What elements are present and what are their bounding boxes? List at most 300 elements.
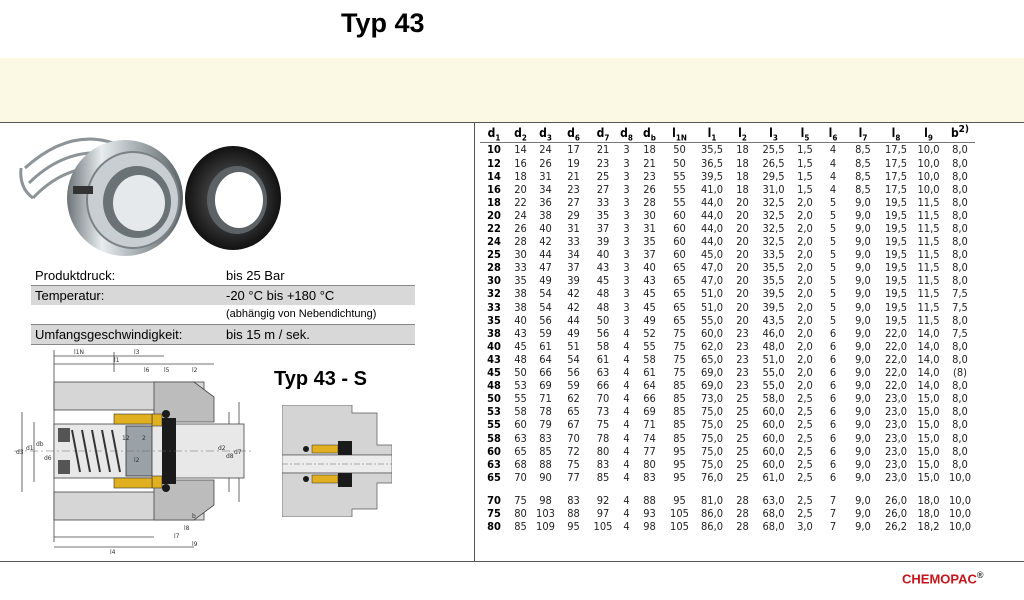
table-cell: 65 xyxy=(673,274,686,288)
table-cell: 9,0 xyxy=(855,208,871,222)
table-cell: 80 xyxy=(596,444,610,458)
table-cell: 4 xyxy=(623,392,630,406)
table-cell: 26,2 xyxy=(884,520,908,534)
table-cell: 26,0 xyxy=(884,493,908,507)
table-cell: 19,5 xyxy=(884,195,908,209)
table-cell: 2,0 xyxy=(797,352,813,366)
table-cell: 4 xyxy=(623,520,630,534)
table-cell: 14,0 xyxy=(917,326,940,340)
table-cell: 58 xyxy=(596,339,610,353)
table-cell: 25 xyxy=(736,392,749,406)
table-cell: 8,0 xyxy=(952,418,968,432)
table-cell: 35 xyxy=(596,208,610,222)
dim-label-12: 12 xyxy=(122,435,130,442)
table-cell: 35 xyxy=(514,274,527,288)
table-cell: 60,0 xyxy=(762,431,785,445)
table-cell: 11,5 xyxy=(917,287,940,301)
table-cell: 21 xyxy=(596,143,610,157)
column-header: $l_9$ xyxy=(912,124,945,143)
table-cell: 3 xyxy=(623,261,630,275)
table-cell: 44,0 xyxy=(700,195,724,209)
table-cell: 4 xyxy=(623,405,630,419)
column-header: $d_b$ xyxy=(636,124,663,143)
table-cell: 88 xyxy=(539,457,552,471)
table-cell: 8,0 xyxy=(952,352,968,366)
table-cell: 60,0 xyxy=(762,457,785,471)
table-row xyxy=(480,301,975,314)
table-cell: 48,0 xyxy=(762,339,785,353)
table-cell: 38 xyxy=(539,208,552,222)
column-header: $l_{1N}$ xyxy=(663,124,696,143)
spec-value: -20 °C bis +180 °C xyxy=(226,288,335,303)
column-header: $d_3$ xyxy=(533,124,558,143)
table-cell: 3,0 xyxy=(797,520,813,534)
table-cell: 77 xyxy=(643,444,656,458)
table-cell: 23,0 xyxy=(884,418,908,432)
spec-list xyxy=(31,266,415,345)
table-cell: 8,0 xyxy=(952,339,968,353)
page-title: Typ 43 xyxy=(341,8,425,38)
spec-note: (abhängig von Nebendichtung) xyxy=(226,308,377,320)
table-cell: 47,0 xyxy=(700,261,724,275)
table-cell: 17 xyxy=(567,143,580,157)
table-cell: 75,0 xyxy=(700,431,724,445)
table-cell: 85 xyxy=(673,405,686,419)
table-cell: 44 xyxy=(567,313,580,327)
table-cell: 49 xyxy=(567,326,580,340)
table-cell: 6 xyxy=(829,470,837,484)
table-cell: 6 xyxy=(829,339,837,353)
table-cell: 2,5 xyxy=(797,457,813,471)
table-cell: 60,0 xyxy=(762,418,785,432)
table-cell: 4 xyxy=(623,366,630,380)
table-cell: 33 xyxy=(514,261,527,275)
column-header: $l_3$ xyxy=(757,124,790,143)
divider-top xyxy=(0,122,1024,123)
table-cell: 16 xyxy=(487,182,501,196)
table-cell: 81,0 xyxy=(700,493,724,507)
table-cell: 72 xyxy=(567,444,580,458)
table-cell: 32,5 xyxy=(762,235,785,249)
header-band xyxy=(0,58,1024,122)
table-cell: 2,0 xyxy=(797,248,813,262)
table-cell: 9,0 xyxy=(855,235,871,249)
table-cell: 73 xyxy=(596,405,610,419)
table-cell: 25 xyxy=(596,169,610,183)
table-cell: 5 xyxy=(829,248,837,262)
table-cell: 9,0 xyxy=(855,339,871,353)
table-cell: 83 xyxy=(539,431,552,445)
column-header: $l_8$ xyxy=(880,124,912,143)
table-cell: 53 xyxy=(514,379,527,393)
table-cell: 26 xyxy=(514,222,527,235)
table-cell: 54 xyxy=(539,300,552,314)
table-cell: 9,0 xyxy=(855,313,871,327)
table-cell: 28 xyxy=(736,520,749,534)
table-cell: 20 xyxy=(736,274,749,288)
table-cell: 85 xyxy=(673,431,686,445)
table-cell: 29,5 xyxy=(762,169,785,183)
table-header-row xyxy=(480,124,975,143)
table-cell: 8,0 xyxy=(952,444,968,458)
table-cell: 15,0 xyxy=(917,405,940,419)
table-cell: 90 xyxy=(539,470,552,484)
table-cell: 21 xyxy=(567,169,580,183)
table-cell: 23 xyxy=(736,339,749,353)
table-cell: 83 xyxy=(596,457,610,471)
table-cell: 59 xyxy=(539,326,552,340)
table-cell: 2,0 xyxy=(797,208,813,222)
table-cell: 71 xyxy=(643,418,656,432)
table-cell: 3 xyxy=(623,248,630,262)
table-cell: 9,0 xyxy=(855,274,871,288)
table-cell: 10,0 xyxy=(917,143,940,157)
table-row xyxy=(480,418,975,431)
table-cell: 11,5 xyxy=(917,261,940,275)
table-cell: 88 xyxy=(643,493,656,507)
table-cell: 38 xyxy=(487,326,501,340)
table-cell: 8,0 xyxy=(952,143,968,157)
table-cell: 35,5 xyxy=(762,274,785,288)
table-cell: 14,0 xyxy=(917,352,940,366)
table-cell: 2,5 xyxy=(797,493,813,507)
table-cell: 60 xyxy=(673,222,686,235)
table-cell: 95 xyxy=(673,457,686,471)
table-cell: 24 xyxy=(487,235,501,249)
table-cell: 19,5 xyxy=(884,248,908,262)
table-cell: 3 xyxy=(623,274,630,288)
table-cell: 60,0 xyxy=(762,444,785,458)
table-cell: 8,5 xyxy=(855,156,871,170)
dim-label-d8: d8 xyxy=(226,453,234,460)
table-row xyxy=(480,366,975,379)
table-cell: 36 xyxy=(539,195,552,209)
table-cell: 14 xyxy=(487,169,501,183)
table-cell: 10,0 xyxy=(917,169,940,183)
table-cell: 65 xyxy=(567,405,580,419)
table-cell: 75 xyxy=(487,506,501,520)
table-cell: 105 xyxy=(670,520,689,534)
table-cell: 40 xyxy=(514,313,527,327)
table-cell: 45,0 xyxy=(700,248,724,262)
table-cell: 75 xyxy=(673,352,686,366)
table-cell: 7,5 xyxy=(952,287,968,301)
table-cell: 35,5 xyxy=(762,261,785,275)
table-cell: 23,0 xyxy=(884,405,908,419)
table-cell: 39 xyxy=(596,235,610,249)
table-cell: 14,0 xyxy=(917,379,940,393)
table-cell: 65 xyxy=(673,313,686,327)
brand-logo xyxy=(902,570,984,586)
table-cell: 40 xyxy=(487,339,501,353)
spec-value: bis 25 Bar xyxy=(226,268,285,283)
table-cell: 58,0 xyxy=(762,392,785,406)
table-cell: 42 xyxy=(567,287,580,301)
table-cell: 19,5 xyxy=(884,208,908,222)
table-cell: 50 xyxy=(596,313,610,327)
dim-label-l5: l5 xyxy=(164,367,170,374)
table-cell: 9,0 xyxy=(855,431,871,445)
table-cell: 26 xyxy=(539,156,552,170)
table-cell: 74 xyxy=(643,431,656,445)
table-cell: 9,0 xyxy=(855,493,871,507)
table-cell: 18 xyxy=(736,169,749,183)
table-cell: 8,0 xyxy=(952,156,968,170)
table-cell: 61 xyxy=(596,352,610,366)
table-cell: 60 xyxy=(673,208,686,222)
spec-label: Temperatur: xyxy=(35,288,105,303)
table-cell: 6 xyxy=(829,457,837,471)
table-cell: 56 xyxy=(539,313,552,327)
table-cell: 65,0 xyxy=(700,352,724,366)
table-cell: 30 xyxy=(487,274,501,288)
table-cell: 19,5 xyxy=(884,300,908,314)
table-cell: 55,0 xyxy=(762,379,785,393)
table-cell: 70 xyxy=(487,493,501,507)
table-cell: 9,0 xyxy=(855,520,871,534)
table-cell: 14,0 xyxy=(917,339,940,353)
table-cell: 11,5 xyxy=(917,248,940,262)
table-cell: 55 xyxy=(487,418,501,432)
table-cell: 56 xyxy=(596,326,610,340)
table-cell: 8,5 xyxy=(855,169,871,183)
column-header: $l_5$ xyxy=(790,124,820,143)
table-cell: 3 xyxy=(623,195,630,209)
table-cell: 33 xyxy=(487,300,501,314)
table-cell: 9,0 xyxy=(855,379,871,393)
table-cell: 19,5 xyxy=(884,313,908,327)
table-cell: 69,0 xyxy=(700,379,724,393)
table-cell: 3 xyxy=(623,208,630,222)
table-cell: 51 xyxy=(567,339,580,353)
dim-label-l7: l7 xyxy=(174,533,180,540)
table-cell: 8,0 xyxy=(952,379,968,393)
table-cell: 68,0 xyxy=(762,520,785,534)
table-cell: 22,0 xyxy=(884,339,908,353)
table-cell: 37 xyxy=(596,222,610,235)
table-cell: 48 xyxy=(596,287,610,301)
table-cell: 41,0 xyxy=(700,182,724,196)
table-cell: 95 xyxy=(567,520,580,534)
rotating-seal-icon xyxy=(67,140,183,256)
table-cell: 43 xyxy=(487,352,501,366)
table-cell: 44,0 xyxy=(700,222,724,235)
table-row xyxy=(480,261,975,274)
table-cell: 79 xyxy=(539,418,552,432)
table-cell: 86,0 xyxy=(700,520,724,534)
table-cell: 2,0 xyxy=(797,195,813,209)
table-cell: 2,5 xyxy=(797,392,813,406)
table-cell: 38 xyxy=(514,300,527,314)
table-cell: 53 xyxy=(487,405,501,419)
table-cell: 5 xyxy=(829,300,837,314)
table-cell: 22 xyxy=(514,195,527,209)
column-header: $d_1$ xyxy=(480,124,508,143)
table-cell: 80 xyxy=(643,457,656,471)
table-cell: 9,0 xyxy=(855,287,871,301)
table-cell: 11,5 xyxy=(917,235,940,249)
table-cell: 17,5 xyxy=(884,182,908,196)
table-cell: 65 xyxy=(673,261,686,275)
table-cell: 1,5 xyxy=(797,156,813,170)
table-cell: 4 xyxy=(623,506,630,520)
table-cell: 8,0 xyxy=(952,248,968,262)
table-cell: 75,0 xyxy=(700,405,724,419)
table-cell: 75 xyxy=(596,418,610,432)
table-cell: 2,5 xyxy=(797,405,813,419)
table-cell: 33,5 xyxy=(762,248,785,262)
table-cell: 4 xyxy=(623,379,630,393)
table-cell: 18,0 xyxy=(917,493,940,507)
table-cell: 20 xyxy=(736,222,749,235)
table-cell: 61 xyxy=(643,366,656,380)
table-cell: 50 xyxy=(514,366,527,380)
column-header: $b^{2)}$ xyxy=(945,124,975,143)
table-cell: 54 xyxy=(539,287,552,301)
table-cell: 11,5 xyxy=(917,195,940,209)
table-cell: 31,0 xyxy=(762,182,785,196)
table-cell: 33 xyxy=(596,195,610,209)
table-cell: 18 xyxy=(514,169,527,183)
table-cell: 20 xyxy=(736,248,749,262)
table-cell: 8,0 xyxy=(952,457,968,471)
table-cell: 23 xyxy=(736,326,749,340)
table-cell: 10,0 xyxy=(948,506,972,520)
table-row xyxy=(480,379,975,392)
table-cell: 70 xyxy=(567,431,580,445)
dim-label-2: 2 xyxy=(142,435,146,442)
table-cell: 4 xyxy=(623,493,630,507)
table-row xyxy=(480,235,975,248)
cross-section-drawing xyxy=(14,342,254,560)
table-cell: 80 xyxy=(487,520,501,534)
table-cell: 85 xyxy=(514,520,527,534)
table-cell: 25 xyxy=(736,405,749,419)
table-cell: 45 xyxy=(643,287,656,301)
table-cell: 85 xyxy=(596,470,610,484)
table-cell: 7 xyxy=(829,506,837,520)
table-cell: 49 xyxy=(539,274,552,288)
table-cell: 85 xyxy=(673,392,686,406)
table-cell: 75,0 xyxy=(700,418,724,432)
table-cell: 27 xyxy=(567,195,580,209)
table-cell: 1,5 xyxy=(797,169,813,183)
typ43s-drawing xyxy=(282,405,392,517)
table-row xyxy=(480,314,975,327)
table-cell: 4 xyxy=(623,444,630,458)
table-cell: 55 xyxy=(673,169,686,183)
table-cell: 4 xyxy=(829,182,837,196)
table-cell: 11,5 xyxy=(917,208,940,222)
table-cell: 88 xyxy=(567,506,580,520)
table-cell: 23,0 xyxy=(884,444,908,458)
spec-row-temperature xyxy=(31,286,415,305)
column-header: $d_6$ xyxy=(558,124,589,143)
table-cell: 70 xyxy=(596,392,610,406)
table-cell: 6 xyxy=(829,431,837,445)
table-cell: 7,5 xyxy=(952,300,968,314)
table-cell: 8,0 xyxy=(952,182,968,196)
table-cell: 20 xyxy=(736,208,749,222)
subtitle-typ43s: Typ 43 - S xyxy=(274,368,367,390)
table-cell: 40 xyxy=(539,222,552,235)
table-cell: 20 xyxy=(736,313,749,327)
table-cell: 20 xyxy=(736,287,749,301)
table-cell: 75 xyxy=(673,366,686,380)
table-cell: 23,0 xyxy=(884,431,908,445)
table-cell: 92 xyxy=(596,493,610,507)
table-cell: 8,0 xyxy=(952,235,968,249)
table-row xyxy=(480,156,975,169)
table-cell: 11,5 xyxy=(917,274,940,288)
table-cell: 36,5 xyxy=(700,156,724,170)
table-cell: 11,5 xyxy=(917,222,940,235)
table-cell: 10,0 xyxy=(948,493,972,507)
table-cell: 10,0 xyxy=(948,520,972,534)
table-cell: 26,5 xyxy=(762,156,785,170)
table-cell: 4 xyxy=(623,339,630,353)
table-cell: 69 xyxy=(643,405,656,419)
table-cell: 7,5 xyxy=(952,326,968,340)
table-cell: 5 xyxy=(829,222,837,235)
table-cell: 10,0 xyxy=(948,470,972,484)
table-cell: 19,5 xyxy=(884,261,908,275)
table-cell: 60,0 xyxy=(762,405,785,419)
table-cell: 23,0 xyxy=(884,392,908,406)
table-cell: 32,5 xyxy=(762,195,785,209)
table-cell: 8,5 xyxy=(855,182,871,196)
table-cell: 29 xyxy=(567,208,580,222)
table-cell: 38 xyxy=(514,287,527,301)
table-cell: 105 xyxy=(593,520,613,534)
table-cell: 11,5 xyxy=(917,313,940,327)
table-cell: 25 xyxy=(487,248,501,262)
table-row xyxy=(480,445,975,458)
table-cell: 21 xyxy=(643,156,656,170)
table-cell: 68 xyxy=(514,457,527,471)
table-cell: 18 xyxy=(736,182,749,196)
table-cell: 14,0 xyxy=(917,366,940,380)
table-cell: 47,0 xyxy=(700,274,724,288)
table-cell: 22 xyxy=(487,222,501,235)
table-cell: 70 xyxy=(514,470,527,484)
table-cell: 4 xyxy=(623,470,630,484)
table-row xyxy=(480,248,975,261)
table-cell: 85 xyxy=(673,418,686,432)
table-cell: 3 xyxy=(623,222,630,235)
table-cell: 1,5 xyxy=(797,182,813,196)
column-header: $d_8$ xyxy=(617,124,636,143)
table-cell: 60,0 xyxy=(700,326,724,340)
table-cell: 3 xyxy=(623,313,630,327)
table-cell: 48 xyxy=(514,352,527,366)
table-cell: 43 xyxy=(643,274,656,288)
table-cell: 12 xyxy=(487,156,501,170)
table-cell: 7 xyxy=(829,520,837,534)
table-cell: 8,0 xyxy=(952,274,968,288)
table-cell: 75,0 xyxy=(700,444,724,458)
table-cell: 25 xyxy=(736,444,749,458)
table-cell: 26,0 xyxy=(884,506,908,520)
table-cell: 32,5 xyxy=(762,208,785,222)
divider-vertical xyxy=(474,123,475,561)
table-cell: 15,0 xyxy=(917,457,940,471)
table-cell: 75 xyxy=(673,339,686,353)
table-cell: 10 xyxy=(487,143,501,157)
column-header: $l_2$ xyxy=(728,124,757,143)
table-cell: 17,5 xyxy=(884,143,908,157)
table-cell: 9,0 xyxy=(855,418,871,432)
